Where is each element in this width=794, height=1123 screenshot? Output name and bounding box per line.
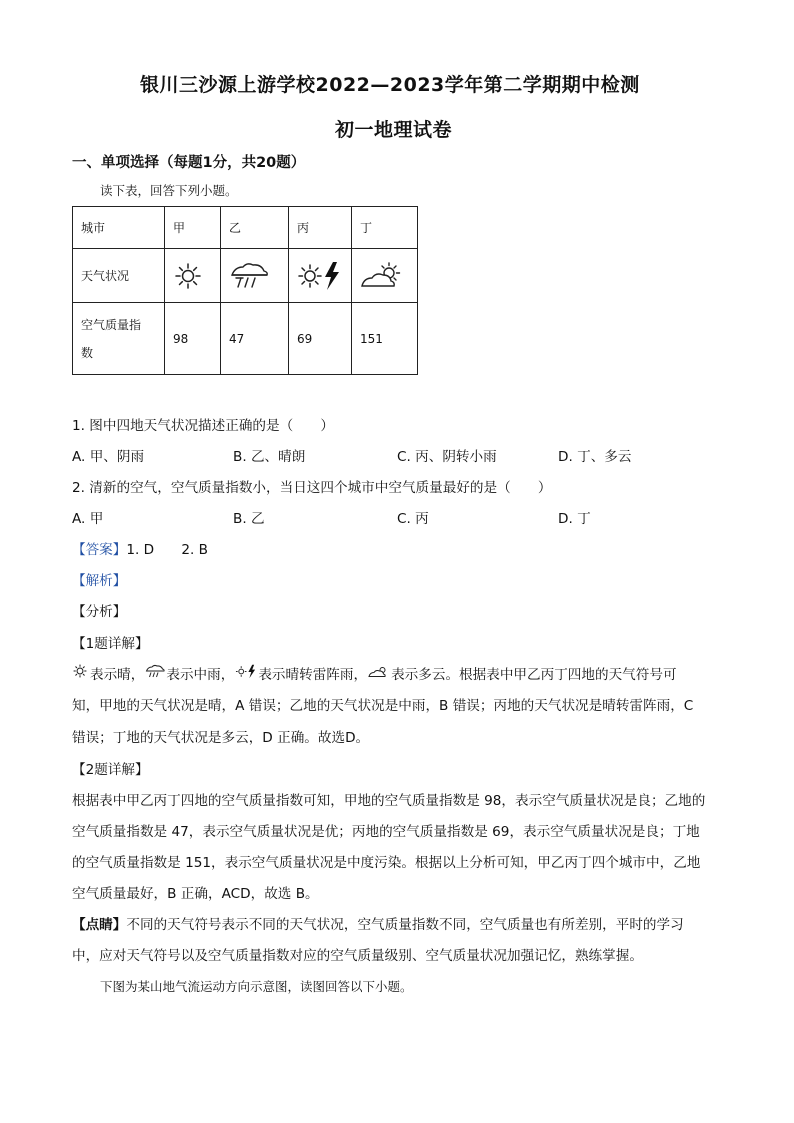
detail-2-line3: 的空气质量指数是 151，表示空气质量状况是中度污染。根据以上分析可知，甲乙丙丁四个城市中，乙地 — [72, 855, 701, 871]
q1-option-d: D. 丁、多云 — [558, 449, 632, 465]
inline-cloudy-icon — [368, 664, 390, 683]
q2-option-d: D. 丁 — [558, 511, 591, 527]
answer-line — [72, 538, 208, 558]
weather-row-label: 天气状况 — [73, 249, 165, 303]
q1-option-a: A. 甲、阴雨 — [72, 449, 145, 465]
aqi-value-jia: 98 — [165, 303, 221, 375]
aqi-value-bing: 69 — [289, 303, 352, 375]
detail-1-part3: 表示晴转雷阵雨， — [258, 667, 368, 683]
q1-option-b: B. 乙、晴朗 — [233, 449, 306, 465]
detail-2-label: 【2题详解】 — [72, 762, 149, 778]
detail-2-line1: 根据表中甲乙丙丁四地的空气质量指数可知，甲地的空气质量指数是 98，表示空气质量状况是良；乙地的 — [72, 793, 706, 809]
comment-line2: 中，应对天气符号以及空气质量指数对应的空气质量级别、空气质量状况加强记忆，熟练掌握。 — [72, 948, 643, 964]
comment-text-1: 不同的天气符号表示不同的天气状况，空气质量指数不同，空气质量也有所差别，平时的学习 — [126, 917, 684, 933]
table-intro: 读下表，回答下列小题。 — [100, 183, 238, 198]
aqi-row-label — [73, 303, 165, 375]
header-cell-yi: 乙 — [221, 207, 289, 249]
detail-2-line2: 空气质量指数是 47，表示空气质量状况是优；丙地的空气质量指数是 69，表示空气质量状况是良；丁地 — [72, 824, 700, 840]
section-heading: 一、单项选择（每题1分，共20题） — [72, 155, 306, 171]
aqi-label-line1: 空气质量指 — [81, 317, 142, 332]
detail-1-line1 — [72, 663, 677, 683]
sunny-thunderstorm-icon — [289, 249, 352, 303]
header-cell-jia: 甲 — [165, 207, 221, 249]
q2-option-a: A. 甲 — [72, 511, 104, 527]
detail-1-part1: 表示晴， — [90, 667, 145, 683]
header-cell-city: 城市 — [73, 207, 165, 249]
aqi-label-line2: 数 — [81, 345, 94, 360]
header-cell-ding: 丁 — [352, 207, 418, 249]
q1-option-c: C. 丙、阴转小雨 — [397, 449, 497, 465]
q2-option-c: C. 丙 — [397, 511, 429, 527]
aqi-value-ding: 151 — [352, 303, 418, 375]
weather-table — [72, 206, 418, 375]
header-cell-bing: 丙 — [289, 207, 352, 249]
answer-label: 【答案】 — [72, 542, 127, 558]
next-question-intro: 下图为某山地气流运动方向示意图，读图回答以下小题。 — [100, 979, 413, 994]
inline-rain-icon — [145, 664, 165, 683]
comment-label: 【点睛】 — [72, 917, 127, 933]
detail-1-part2: 表示中雨， — [166, 667, 235, 683]
question-1-stem: 1. 图中四地天气状况描述正确的是（ ） — [72, 418, 334, 434]
sunny-icon — [165, 249, 221, 303]
comment-line1 — [72, 913, 684, 933]
partly-cloudy-icon — [352, 249, 418, 303]
detail-2-line4: 空气质量最好，B 正确，ACD，故选 B。 — [72, 886, 319, 902]
page-subtitle: 初一地理试卷 — [335, 119, 453, 141]
analysis-label: 【解析】 — [72, 573, 127, 589]
page-title: 银川三沙源上游学校2022—2023学年第二学期期中检测 — [140, 74, 640, 96]
inline-sunny-icon — [72, 663, 88, 683]
question-2-stem: 2. 清新的空气，空气质量指数小，当日这四个城市中空气质量最好的是（ ） — [72, 480, 552, 496]
detail-1-line2: 知，甲地的天气状况是晴，A 错误；乙地的天气状况是中雨，B 错误；丙地的天气状况是晴转雷阵雨，C — [72, 698, 694, 714]
detail-1-line3: 错误；丁地的天气状况是多云，D 正确。故选D。 — [72, 730, 370, 746]
moderate-rain-icon — [221, 249, 289, 303]
detail-1-label: 【1题详解】 — [72, 636, 149, 652]
aqi-value-yi: 47 — [221, 303, 289, 375]
inline-thunder-icon — [235, 664, 257, 683]
detail-1-part4: 表示多云。根据表中甲乙丙丁四地的天气符号可 — [391, 667, 677, 683]
answer-text: 1. D 2. B — [126, 542, 208, 558]
fenxi-label: 【分析】 — [72, 604, 127, 620]
q2-option-b: B. 乙 — [233, 511, 265, 527]
